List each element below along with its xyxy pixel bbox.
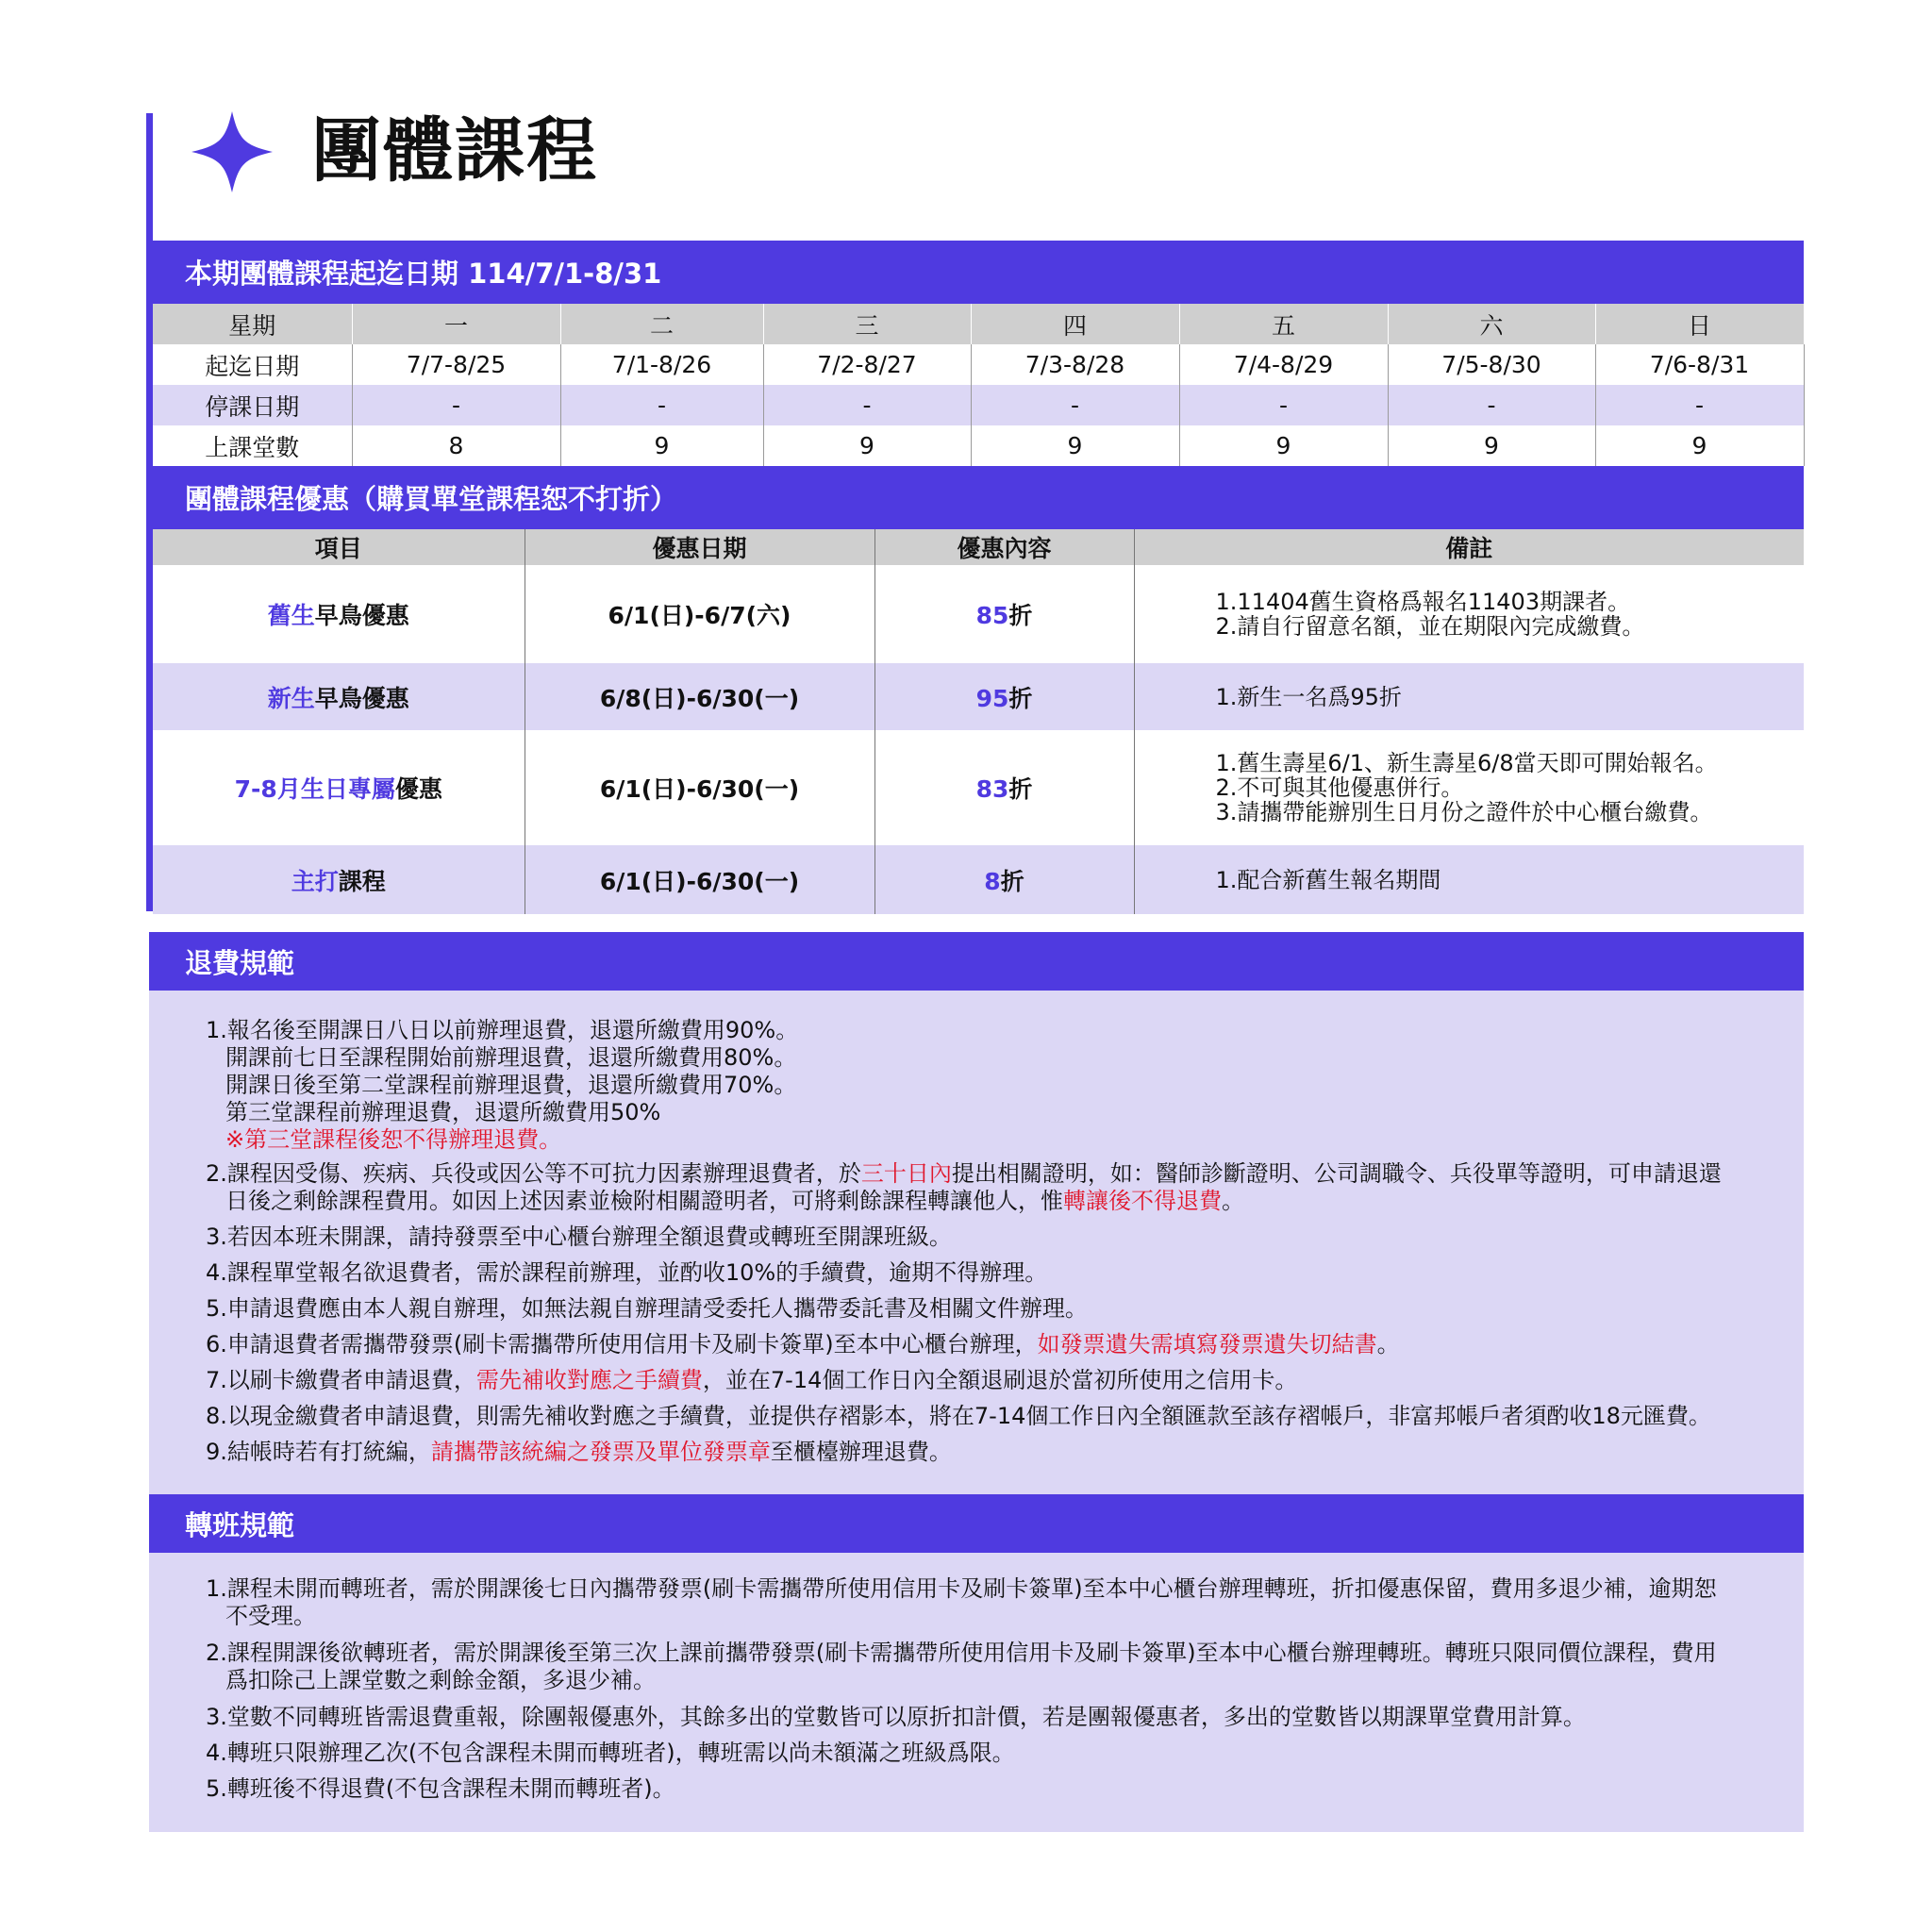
- weekday-cell: 四: [971, 304, 1179, 344]
- refund-rule-7: 7.以刷卡繳費者申請退費，需先補收對應之手續費，並在7-14個工作日內全額退刷退於當初所使用之信用卡。: [206, 1367, 1298, 1393]
- col-header: 優惠內容: [874, 529, 1134, 565]
- refund-rule-9: 9.結帳時若有打統編，請攜帶該統編之發票及單位發票章至櫃檯辦理退費。: [206, 1439, 952, 1465]
- transfer-panel: [149, 1553, 1804, 1832]
- date-range-cell: 7/5-8/30: [1388, 344, 1595, 385]
- refund-rule-1: 1.報名後至開課日八日以前辦理退費，退還所繳費用90%。 開課前七日至課程開始前辦理退費，退還所繳費用80%。 開課日後至第二堂課程前辦理退費，退還所繳費用70%。 第三堂課程前辦理退費，退還所繳費用50% ※第三堂課程後恕不得辦理退費。: [206, 1017, 799, 1153]
- count-cell: 8: [352, 425, 560, 466]
- discount-table: [153, 529, 1804, 914]
- discount-heading: 團體課程優惠（購買單堂課程恕不打折）: [149, 466, 1804, 529]
- closed-row: [153, 385, 1804, 425]
- date-cell: 6/1(日)-6/7(六): [525, 565, 874, 663]
- count-row: [153, 425, 1804, 466]
- item-cell: 舊生早鳥優惠: [153, 565, 525, 663]
- refund-rule-5: 5.申請退費應由本人親自辦理，如無法親自辦理請受委托人攜帶委託書及相關文件辦理。: [206, 1295, 1088, 1322]
- rate-cell: 8折: [874, 845, 1134, 914]
- col-header: 備註: [1134, 529, 1804, 565]
- weekday-cell: 二: [560, 304, 763, 344]
- weekday-row: [153, 304, 1804, 344]
- note-cell: 1.舊生壽星6/1、新生壽星6/8當天即可開始報名。 2.不可與其他優惠併行。 3.請攜帶能辦別生日月份之證件於中心櫃台繳費。: [1134, 730, 1804, 845]
- note-cell: 1.11404舊生資格爲報名11403期課者。 2.請自行留意名額，並在期限內完成繳費。: [1134, 565, 1804, 663]
- rate-cell: 85折: [874, 565, 1134, 663]
- rate-cell: 83折: [874, 730, 1134, 845]
- page-title: 團體課程: [311, 110, 598, 192]
- refund-rule-2: 2.課程因受傷、疾病、兵役或因公等不可抗力因素辦理退費者，於三十日內提出相關證明，如：醫師診斷證明、公司調職令、兵役單等證明，可申請退還 日後之剩餘課程費用。如因上述因素並檢附相關證明者，可將剩餘課程轉讓他人，惟轉讓後不得退費。: [206, 1160, 1722, 1214]
- note-cell: 1.新生一名爲95折: [1134, 663, 1804, 730]
- discount-row: [153, 565, 1804, 663]
- closed-cell: -: [1388, 385, 1595, 425]
- schedule-table: [153, 304, 1805, 466]
- col-header: 項目: [153, 529, 525, 565]
- row-label: 上課堂數: [153, 425, 352, 466]
- diamond-icon: [192, 111, 273, 192]
- count-cell: 9: [1388, 425, 1595, 466]
- count-cell: 9: [1595, 425, 1804, 466]
- col-header: 優惠日期: [525, 529, 874, 565]
- count-cell: 9: [763, 425, 971, 466]
- item-cell: 主打課程: [153, 845, 525, 914]
- date-range-cell: 7/7-8/25: [352, 344, 560, 385]
- closed-cell: -: [763, 385, 971, 425]
- note-cell: 1.配合新舊生報名期間: [1134, 845, 1804, 914]
- date-cell: 6/1(日)-6/30(一): [525, 845, 874, 914]
- date-range-cell: 7/3-8/28: [971, 344, 1179, 385]
- refund-rule-8: 8.以現金繳費者申請退費，則需先補收對應之手續費，並提供存褶影本，將在7-14個工作日內全額匯款至該存褶帳戶，非富邦帳戶者須酌收18元匯費。: [206, 1403, 1711, 1429]
- row-label: 起迄日期: [153, 344, 352, 385]
- weekday-cell: 三: [763, 304, 971, 344]
- item-cell: 新生早鳥優惠: [153, 663, 525, 730]
- rate-cell: 95折: [874, 663, 1134, 730]
- closed-cell: -: [971, 385, 1179, 425]
- transfer-rule-5: 5.轉班後不得退費(不包含課程未開而轉班者)。: [206, 1775, 675, 1802]
- transfer-rule-3: 3.堂數不同轉班皆需退費重報，除團報優惠外，其餘多出的堂數皆可以原折扣計價，若是團報優惠者，多出的堂數皆以期課單堂費用計算。: [206, 1704, 1586, 1730]
- date-range-cell: 7/6-8/31: [1595, 344, 1804, 385]
- schedule-heading: 本期團體課程起迄日期 114/7/1-8/31: [149, 241, 1804, 304]
- refund-rule-6: 6.申請退費者需攜帶發票(刷卡需攜帶所使用信用卡及刷卡簽單)至本中心櫃台辦理，如發票遺失需填寫發票遺失切結書。: [206, 1331, 1400, 1357]
- weekday-cell: 日: [1595, 304, 1804, 344]
- transfer-heading: 轉班規範: [149, 1494, 1804, 1553]
- count-cell: 9: [560, 425, 763, 466]
- closed-cell: -: [352, 385, 560, 425]
- discount-row: [153, 730, 1804, 845]
- refund-panel: [149, 991, 1804, 1494]
- row-label: 停課日期: [153, 385, 352, 425]
- refund-rule-3: 3.若因本班未開課，請持發票至中心櫃台辦理全額退費或轉班至開課班級。: [206, 1224, 952, 1250]
- row-label: 星期: [153, 304, 352, 344]
- closed-cell: -: [1595, 385, 1804, 425]
- transfer-rule-1: 1.課程未開而轉班者，需於開課後七日內攜帶發票(刷卡需攜帶所使用信用卡及刷卡簽單)至本中心櫃台辦理轉班，折扣優惠保留，費用多退少補，逾期恕 不受理。: [206, 1575, 1717, 1629]
- count-cell: 9: [1179, 425, 1388, 466]
- count-cell: 9: [971, 425, 1179, 466]
- date-range-cell: 7/1-8/26: [560, 344, 763, 385]
- refund-rule-4: 4.課程單堂報名欲退費者，需於課程前辦理，並酌收10%的手續費，逾期不得辦理。: [206, 1259, 1048, 1286]
- date-range-row: [153, 344, 1804, 385]
- date-cell: 6/8(日)-6/30(一): [525, 663, 874, 730]
- closed-cell: -: [560, 385, 763, 425]
- refund-heading: 退費規範: [149, 932, 1804, 991]
- date-range-cell: 7/2-8/27: [763, 344, 971, 385]
- transfer-rule-2: 2.課程開課後欲轉班者，需於開課後至第三次上課前攜帶發票(刷卡需攜帶所使用信用卡及刷卡簽單)至本中心櫃台辦理轉班。轉班只限同價位課程，費用 爲扣除己上課堂數之剩餘金額，多退少補。: [206, 1640, 1717, 1693]
- weekday-cell: 六: [1388, 304, 1595, 344]
- discount-row: [153, 845, 1804, 914]
- discount-header-row: [153, 529, 1804, 565]
- item-cell: 7-8月生日專屬優惠: [153, 730, 525, 845]
- weekday-cell: 五: [1179, 304, 1388, 344]
- weekday-cell: 一: [352, 304, 560, 344]
- date-range-cell: 7/4-8/29: [1179, 344, 1388, 385]
- date-cell: 6/1(日)-6/30(一): [525, 730, 874, 845]
- discount-row: [153, 663, 1804, 730]
- closed-cell: -: [1179, 385, 1388, 425]
- transfer-rule-4: 4.轉班只限辦理乙次(不包含課程未開而轉班者)，轉班需以尚未額滿之班級爲限。: [206, 1740, 1015, 1766]
